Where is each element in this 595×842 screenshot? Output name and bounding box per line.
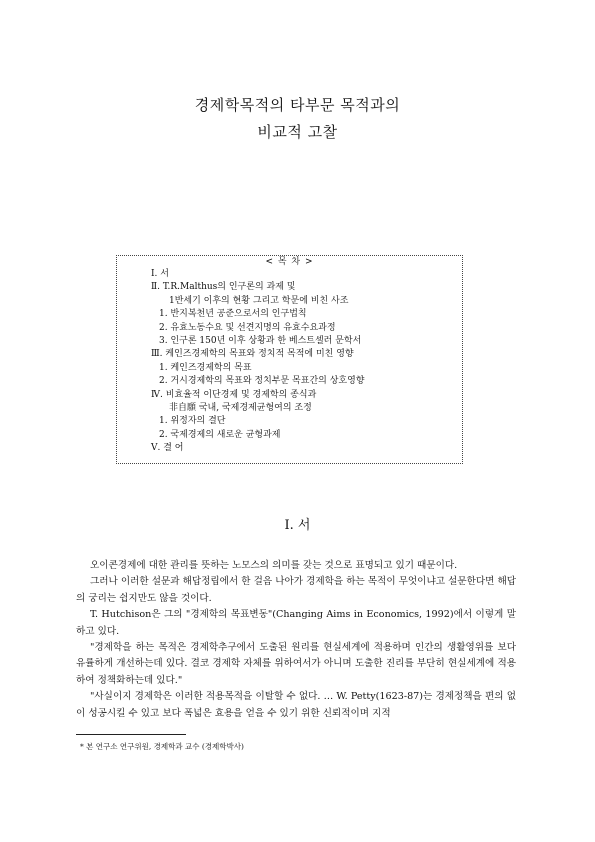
body-paragraph: 그러나 이러한 설문과 해답정립에서 한 걸음 나아가 경제학을 하는 목적이 무엇이냐고 설문한다면 해답의 궁리는 쉽지만도 않을 것이다.	[76, 576, 516, 604]
body-paragraph: "사실이지 경제학은 이러한 적용목적을 이탈할 수 없다. … W. Petty(1623-87)는 경제정책을 편의 없이 성공시킬 수 있고 보다 폭넓은 효용을 얻을 수 있기 위한 신뢰적이며 지적	[76, 691, 516, 719]
toc-item: Ⅴ. 결 어	[151, 443, 184, 454]
body-paragraph: T. Hutchison은 그의 "경제학의 목표변동"(Changing Aims in Economics, 1992)에서 이렇게 말하고 있다.	[76, 609, 516, 637]
toc-heading: < 목 차 >	[257, 257, 321, 267]
toc-item: 2. 국제경제의 새로운 균형과제	[159, 429, 281, 440]
toc-item: 非自願 국내, 국제경제균형여의 조정	[169, 403, 312, 414]
toc-item: Ⅰ. 서	[151, 269, 169, 279]
body-text	[76, 558, 516, 722]
toc-heading-wrap	[117, 249, 462, 268]
toc-item: Ⅱ. T.R.Malthus의 인구론의 과제 및	[151, 282, 296, 293]
toc-item: Ⅲ. 케인즈경제학의 목표와 정치적 목적에 미친 영향	[151, 349, 354, 360]
toc-item: 1. 반지복천년 공준으로서의 인구법칙	[159, 309, 307, 320]
section-heading: Ⅰ. 서	[284, 518, 311, 533]
document-title-line-2: 비교적 고찰	[257, 123, 338, 141]
toc-item: 3. 인구론 150년 이후 상황과 한 베스트셀러 문학서	[159, 336, 362, 347]
body-paragraph: "경제학을 하는 목적은 경제학추구에서 도출된 원리를 현실세계에 적용하며 인간의 생활영위를 보다 유률하게 개선하는데 있다. 결코 경제학 자체를 위하여서가 아니며 도출한 진리를 부단히 현실세계에 적용하여 정책화하는데 있다."	[76, 642, 516, 686]
table-of-contents	[116, 255, 463, 464]
footnote-rule	[76, 734, 186, 735]
toc-item: 1반세기 이후의 현황 그리고 학문에 비친 사조	[169, 295, 349, 306]
toc-item: 2. 유효노동수요 및 선견지명의 유효수요과정	[159, 322, 336, 333]
footnote: * 본 연구소 연구위원, 경제학과 교수 (경제학박사)	[80, 742, 244, 751]
toc-item: 1. 위정자의 결단	[159, 416, 226, 427]
document-title-line-1: 경제학목적의 타부문 목적과의	[194, 96, 401, 114]
toc-item: 1. 케인즈경제학의 목표	[159, 362, 252, 373]
toc-item: 2. 거시경제학의 목표와 정치부문 목표간의 상호영향	[159, 376, 365, 387]
toc-list	[151, 268, 364, 456]
body-paragraph: 오이콘경제에 대한 관리를 뜻하는 노모스의 의미를 갖는 것으로 표명되고 있기 때문이다.	[90, 560, 458, 571]
toc-item: Ⅳ. 비효율적 이단경제 및 경제학의 종식과	[151, 389, 317, 400]
